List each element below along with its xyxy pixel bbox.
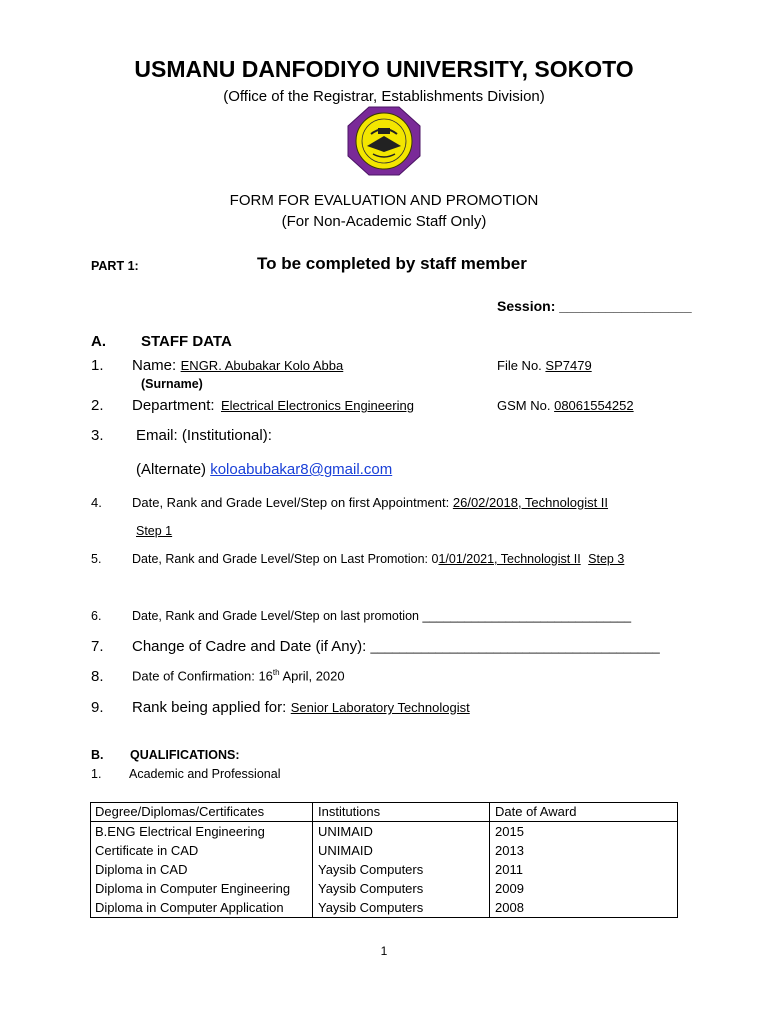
subsection-title: Academic and Professional (129, 767, 281, 781)
part-heading: To be completed by staff member (257, 254, 527, 273)
item-num: 8. (91, 668, 104, 685)
rank-applied-field (132, 699, 470, 717)
institution-cell: Yaysib Computers (313, 879, 490, 898)
item-num: 7. (91, 638, 104, 655)
session-label: Session: (497, 298, 556, 314)
first-appointment-label: Date, Rank and Grade Level/Step on first Appointment: (132, 495, 450, 510)
date-cell: 2013 (495, 843, 524, 858)
institution-cell: Yaysib Computers (313, 860, 490, 879)
department-label: Department: (132, 397, 215, 414)
office-subtitle: (Office of the Registrar, Establishments Division) (223, 88, 545, 105)
item-num: 2. (91, 397, 104, 414)
degree-cell: Diploma in CAD (90, 860, 313, 879)
last-promotion-step: Step 3 (588, 552, 625, 566)
name-field (132, 357, 343, 375)
rank-applied-value: Senior Laboratory Technologist (290, 700, 470, 715)
cadre-field[interactable] (132, 638, 660, 655)
email-label: Email: (Institutional): (136, 427, 272, 444)
form-subtitle: (For Non-Academic Staff Only) (281, 213, 487, 230)
confirmation-rest: April, 2020 (279, 668, 345, 684)
session-blank: _________________ (559, 298, 692, 314)
file-value: SP7479 (545, 358, 592, 373)
item-num: 6. (91, 609, 102, 623)
session-field[interactable] (497, 298, 692, 314)
confirmation-sup: th (272, 668, 280, 677)
item-num: 1. (91, 357, 104, 374)
alternate-email-label: (Alternate) (136, 461, 207, 478)
section-a-title: STAFF DATA (141, 333, 232, 350)
first-appointment-value: 26/02/2018, Technologist II (452, 495, 609, 510)
alternate-email-field (136, 461, 392, 478)
file-label: File No. (497, 358, 542, 373)
item-num: 4. (91, 495, 102, 510)
degree-cell: Certificate in CAD (90, 841, 313, 860)
form-title: FORM FOR EVALUATION AND PROMOTION (229, 192, 539, 209)
section-b-letter: B. (91, 748, 104, 762)
first-appointment-field (132, 495, 608, 510)
subsection-num: 1. (91, 767, 102, 781)
last-promotion-blank-line: ______________________________ (422, 609, 632, 623)
page-number: 1 (380, 944, 388, 958)
gsm-field (497, 398, 634, 413)
department-field (132, 397, 414, 415)
qualifications-table (90, 802, 678, 917)
part-label: PART 1: (91, 259, 139, 273)
surname-label: (Surname) (141, 377, 203, 391)
item-num: 3. (91, 427, 104, 444)
degree-cell: Diploma in Computer Engineering (90, 879, 313, 898)
gsm-value: 08061554252 (554, 398, 634, 413)
cadre-label: Change of Cadre and Date (if Any): (132, 638, 367, 655)
last-promotion-label: Date, Rank and Grade Level/Step on Last Promotion: 0 (132, 552, 439, 566)
date-cell: 2009 (495, 881, 524, 896)
degree-cell: B.ENG Electrical Engineering (90, 822, 313, 842)
column-header: Date of Award (490, 802, 679, 822)
university-seal-logo (347, 106, 421, 176)
university-title: USMANU DANFODIYO UNIVERSITY, SOKOTO (134, 56, 634, 82)
table-row (90, 841, 678, 860)
name-label: Name: (132, 357, 177, 374)
section-b-title: QUALIFICATIONS: (130, 748, 240, 762)
table-row (90, 879, 678, 898)
table-row (90, 898, 678, 917)
institution-cell: UNIMAID (313, 841, 490, 860)
table-row (90, 822, 678, 842)
item-num: 9. (91, 699, 104, 716)
last-promotion-blank-field[interactable] (132, 609, 631, 623)
table-row (90, 860, 678, 879)
confirmation-field (132, 668, 345, 683)
institution-cell: Yaysib Computers (313, 898, 490, 917)
date-cell: 2011 (495, 862, 523, 877)
institution-cell: UNIMAID (313, 822, 490, 842)
cadre-blank-line: ________________________________________ (370, 639, 660, 654)
last-promotion-value: 1/01/2021, Technologist II (438, 552, 581, 566)
column-header: Institutions (313, 802, 490, 822)
confirmation-label: Date of Confirmation: 16 (132, 668, 273, 684)
section-a-letter: A. (91, 333, 106, 350)
item-num: 5. (91, 552, 102, 566)
date-cell: 2015 (495, 824, 524, 839)
last-promotion-field (132, 552, 624, 566)
alternate-email-link[interactable]: koloabubakar8@gmail.com (210, 461, 393, 478)
date-cell: 2008 (495, 900, 524, 915)
department-value: Electrical Electronics Engineering (221, 398, 414, 413)
last-promotion-blank-label: Date, Rank and Grade Level/Step on last promotion (132, 609, 419, 623)
gsm-label: GSM No. (497, 398, 551, 413)
first-appointment-step: Step 1 (136, 524, 173, 538)
file-field (497, 358, 592, 373)
column-header: Degree/Diplomas/Certificates (90, 802, 313, 822)
degree-cell: Diploma in Computer Application (90, 898, 313, 917)
name-value: ENGR. Abubakar Kolo Abba (180, 358, 344, 373)
table-header-row (90, 802, 678, 822)
rank-applied-label: Rank being applied for: (132, 699, 287, 716)
